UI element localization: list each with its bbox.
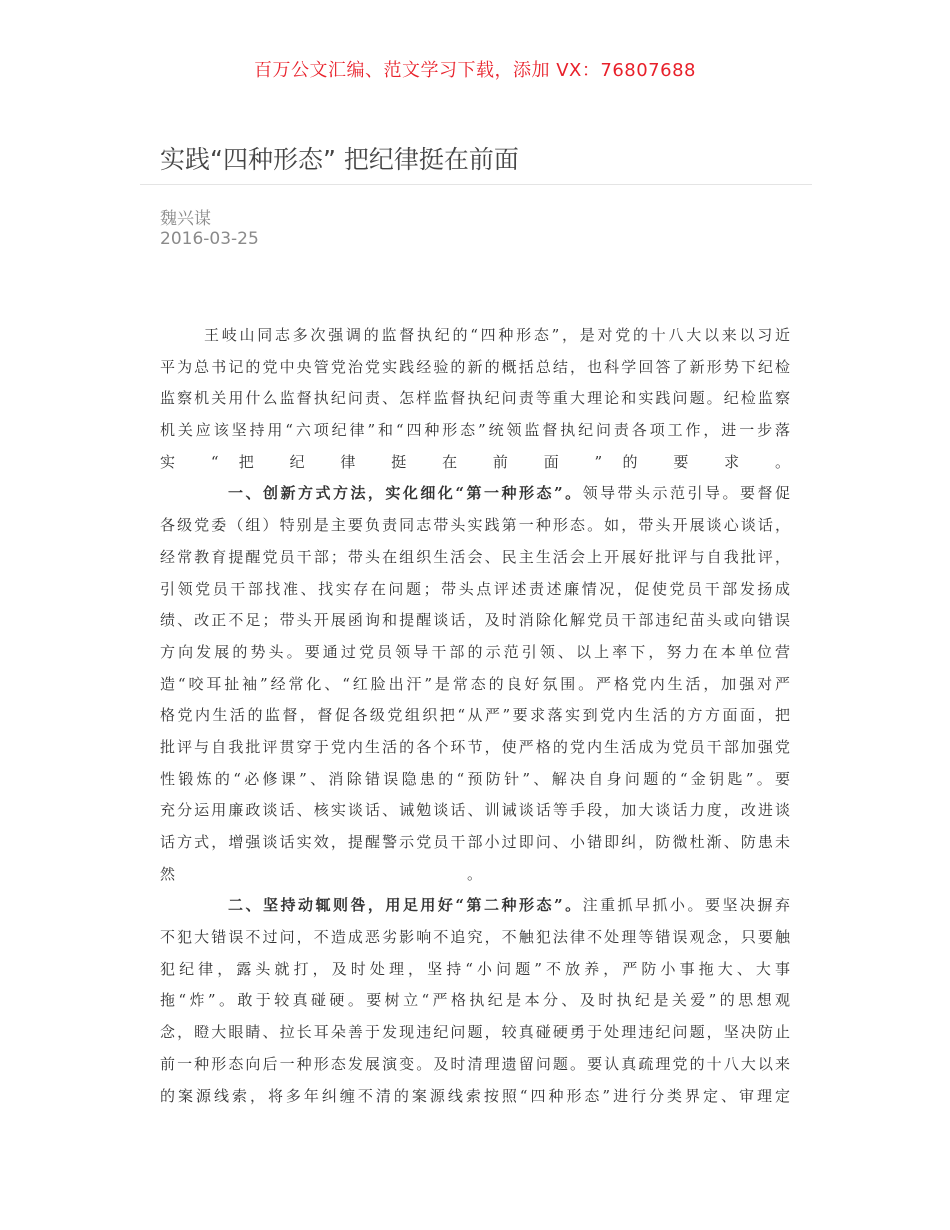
paragraph-line: 绩、改正不足；带头开展函询和提醒谈话，及时消除化解党员干部违纪苗头或向错误 — [160, 611, 790, 630]
paragraph-line: 监察机关用什么监督执纪问责、怎样监督执纪问责等重大理论和实践问题。纪检监察 — [160, 389, 790, 408]
paragraph-line: 方向发展的势头。要通过党员领导干部的示范引领、以上率下，努力在本单位营 — [160, 642, 790, 661]
paragraph-end-mark: 。 — [467, 864, 483, 883]
paragraph-end-word: 然 — [160, 864, 176, 883]
section-two-first-line — [160, 890, 790, 922]
download-banner: 百万公文汇编、范文学习下载，添加 VX：76807688 — [254, 60, 696, 81]
paragraph-line: 念，瞪大眼睛、拉长耳朵善于发现违纪问题，较真碰硬勇于处理违纪问题，坚决防止 — [160, 1023, 790, 1042]
paragraph-line: 充分运用廉政谈话、核实谈话、诫勉谈话、训诫谈话等手段，加大谈话力度，改进谈 — [160, 801, 790, 820]
article-author: 魏兴谋 — [160, 209, 211, 229]
paragraph-line: 机关应该坚持用“六项纪律”和“四种形态”统领监督执纪问责各项工作，进一步落 — [160, 421, 790, 440]
paragraph-line: 话方式，增强谈话实效，提醒警示党员干部小过即问、小错即纠，防微杜渐、防患未 — [160, 833, 790, 851]
paragraph-line: 批评与自我批评贯穿于党内生活的各个环节，使严格的党内生活成为党员干部加强党 — [160, 737, 790, 756]
paragraph-line: 造“咬耳扯袖”经常化、“红脸出汗”是常态的良好氛围。严格党内生活，加强对严 — [160, 674, 790, 693]
paragraph-line: 引领党员干部找准、找实存在问题；带头点评述责述廉情况，促使党员干部发扬成 — [160, 579, 790, 598]
title-divider — [140, 184, 812, 185]
paragraph-line: 王岐山同志多次强调的监督执纪的“四种形态”，是对党的十八大以来以习近 — [204, 326, 790, 344]
article-title: 实践“四种形态” 把纪律挺在前面 — [160, 145, 519, 174]
paragraph-line: 各级党委（组）特别是主要负责同志带头实践第一种形态。如，带头开展谈心谈话， — [160, 516, 790, 535]
paragraph-line: 经常教育提醒党员干部；带头在组织生活会、民主生活会上开展好批评与自我批评， — [160, 547, 790, 566]
paragraph-line: 的案源线索，将多年纠缠不清的案源线索按照“四种形态”进行分类界定、审理定 — [160, 1086, 790, 1105]
paragraph-line: 格党内生活的监督，督促各级党组织把“从严”要求落实到党内生活的方方面面，把 — [160, 706, 790, 725]
article-body — [160, 320, 790, 1112]
paragraph-line: 犯纪律，露头就打，及时处理，坚持“小问题”不放养，严防小事拖大、大事 — [160, 959, 790, 978]
paragraph-line: 性锻炼的“必修课”、消除错误隐患的“预防针”、解决自身问题的“金钥匙”。要 — [160, 769, 790, 788]
paragraph-line: 不犯大错误不过问，不造成恶劣影响不追究，不触犯法律不处理等错误观念，只要触 — [160, 928, 790, 947]
paragraph-line: 平为总书记的党中央管党治党实践经验的新的概括总结，也科学回答了新形势下纪检 — [160, 357, 790, 376]
section-two-heading: 二、坚持动辄则咎，用足用好“第二种形态”。 — [228, 896, 583, 915]
paragraph-line: 实 “ 把 纪 律 挺 在 前 面 ” 的 要 求 。 — [160, 452, 790, 471]
paragraph-last-line — [160, 859, 790, 891]
paragraph-line: 拖“炸”。敢于较真碰硬。要树立“严格执纪是本分、及时执纪是关爱”的思想观 — [160, 991, 790, 1010]
section-one-text: 领导带头示范引导。要督促 — [582, 484, 790, 503]
section-one-first-line — [160, 478, 790, 510]
section-one-heading: 一、创新方式方法，实化细化“第一种形态”。 — [228, 484, 583, 503]
section-two-text: 注重抓早抓小。要坚决摒弃 — [582, 896, 790, 915]
paragraph-line: 前一种形态向后一种形态发展演变。及时清理遗留问题。要认真疏理党的十八大以来 — [160, 1054, 790, 1073]
article-date: 2016-03-25 — [160, 229, 259, 249]
